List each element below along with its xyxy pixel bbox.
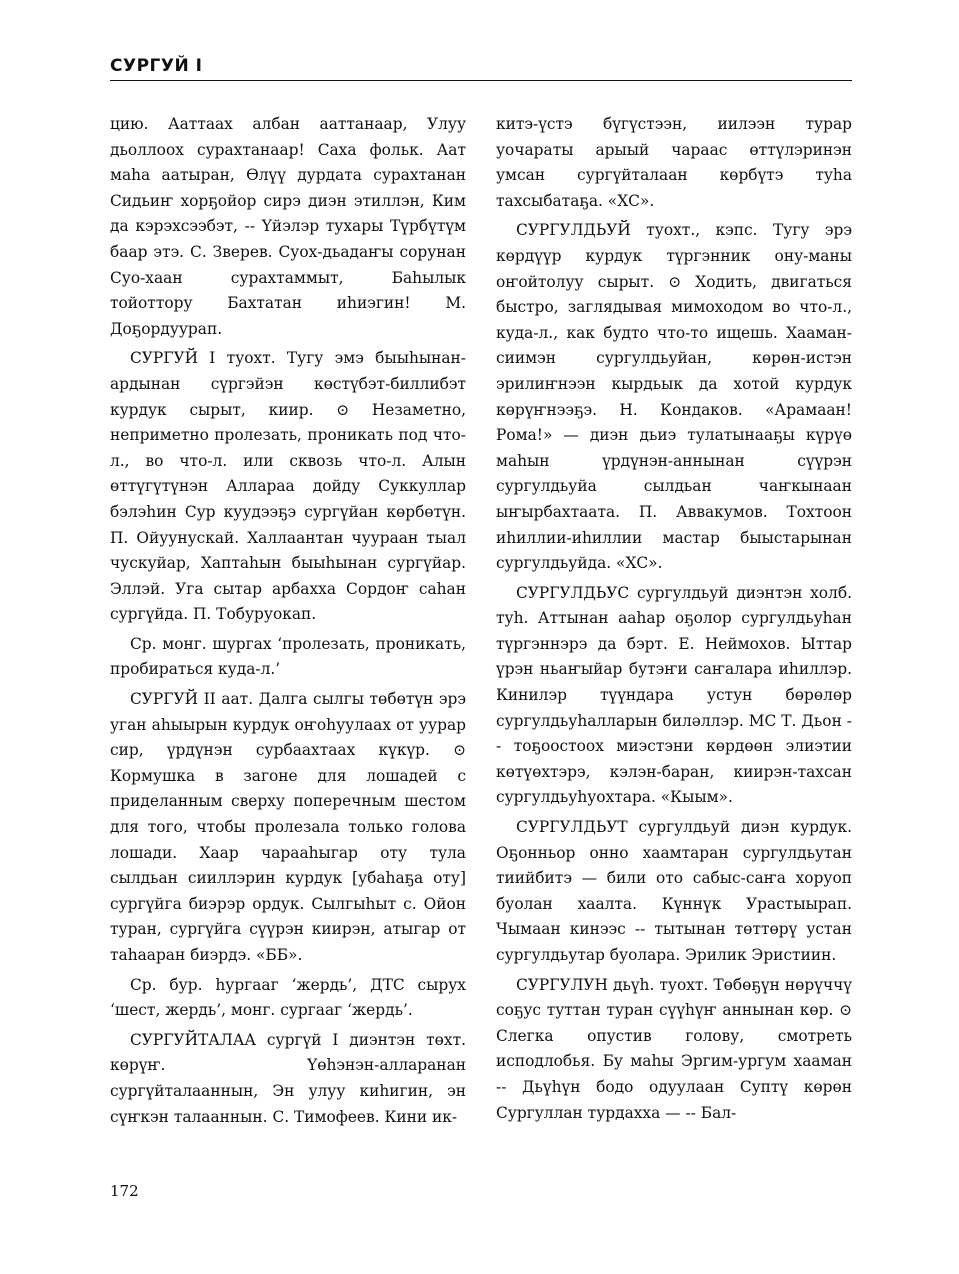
entry-surguldjus: СУРГУЛДЬУС сургулдьуй диэнтэн холб. туһ. Аттынан ааһар оҕолор сургулдьуһан түргэннэрэ да бэрт. Е. Неймохов. Ыттар үрэн ньаҥыйар бутэҥи саҥалара иһиллэр. Кинилэр түүндара устун бөрөлөр сургулдьуһалларын биләллэр. МС Т. Дьон -- тоҕоостоох миэстэни көрдөөн элиэтии көтүөхтэрэ, кэлэн-баран, киирэн-тахсан сургулдьуһуохтара. «Кыым». (496, 583, 852, 807)
running-header (110, 58, 852, 81)
paragraph: китэ-үстэ бүгүстээн, иилээн турар уочараты арыый чараас өттүлэринэн умсан сургүйталаан көрбүтэ туһа тахсыбатаҕа. «ХС». (496, 115, 852, 210)
etymology-note: Ср. бур. һургааг ‘жердь’, ДТС сырух ‘шест, жердь’, монг. сургааг ‘жердь’. (110, 975, 466, 1020)
page-number: 172 (110, 1182, 139, 1200)
etymology-note: Ср. монг. шургах ‘пролезать, проникать, пробираться куда-л.’ (110, 634, 466, 679)
running-header-title: СУРГУЙ I (110, 56, 203, 76)
right-column (496, 112, 852, 1130)
entry-surgujtalaa: СУРГУЙТАЛАА сургүй I диэнтэн төхт. көрүҥ. Үөһэнэн-алларанан сургүйталааннын, Эн улуу киһигин, эн сүҥкэн талааннын. С. Тимофеев. Кини ик- (110, 1030, 466, 1126)
entry-surguldjuj: СУРГУЛДЬУЙ туохт., кэпс. Тугу эрэ көрдүүр курдук түргэнник ону-маны оҥойтолуу сырыт. ⊙ Ходить, двигаться быстро, заглядывая мимоходом во что-л., куда-л., как будто что-то ищешь. Хааман-сиимэн сургулдьуйан, көрөн-истэн эрилиҥнээн кырдьык да хотой курдук көрүҥнээҕэ. Н. Кондаков. «Арамаан! Рома!» — диэн дьиэ тулатынааҕы күрүө маһын үрдүнэн-аннынан сүүрэн сургулдьуйа сылдьан чаҥкынаан ыҥырбахтаата. П. Аввакумов. Тохтоон иһиллии-иһиллии мастар быыстарынан сургулдьуйда. «ХС». (496, 221, 852, 573)
left-column (110, 112, 466, 1134)
entry-surguj-1: СУРГУЙ I туохт. Тугу эмэ быыһынан-ардынан сүргэйэн көстүбэт-биллибэт курдук сырыт, киир. ⊙ Незаметно, неприметно пролезать, проникать под что-л., во что-л. или сквозь что-л. Алын өттүгүтүнэн Алларaа дойду Суккуллар бэлэһин Сур куудээҕэ сургүйан көрбөтүн. П. Ойуунускай. Халлаантан чуураан тыал чускуйар, Хаптаһын быыһынан сургүйар. Эллэй. Уга сытар арбахха Сордоҥ саһан сургүйда. П. Тобуруокап. (110, 349, 466, 624)
paragraph: цию. Ааттаах албан ааттанаар, Улуу дьоллоох сурахтанаар! Саха фольк. Аат маһа аатыран, Өлүү дурдата сурахтанан Сидьиҥ хорҕойор сирэ диэн этиллэн, Ким да кэрэхсээбэт, -- Үйэлэр тухары Түрбүтүм баар этэ. С. Зверев. Суох-дьадаҥы сорунан Суо-хаан сурахтаммыт, Баһылык тойоттору Бахтатан иһиэгин! М. Доҕордуурап. (110, 115, 466, 338)
entry-surguldjut: СУРГУЛДЬУТ сургулдьуй диэн курдук. Оҕонньор онно хаамтаран сургулдьутан тиийбитэ — били ото сабыс-саҥа хоруоп буолан хаалта. Күннүк Урастыырап. Чымаан кинээс -- тытынан төттөрү устан сургулдьутар буолара. Эрилик Эристиин. (496, 818, 852, 964)
entry-surgulun: СУРГУЛУН дьүһ. туохт. Төбөҕүн нөрүччү соҕус туттан туран сүүһүҥ аннынан көр. ⊙ Слегка опустив голову, смотреть исподлобья. Бу маһы Эргим-ургум хааман -- Дьүһүн бодо одуулаан Суптү көрөн Сургуллан турдахха — -- Бал- (496, 975, 852, 1122)
entry-surguj-2: СУРГУЙ II аат. Далга сылгы төбөтүн эрэ уган аһыырын курдук оҥоһуулаах от уурар сир, үрдүнэн сурбаахтаах күкүр. ⊙ Кормушка в загоне для лошадей с приделанным сверху поперечным шестом для того, чтобы пролезала только голова лошади. Хаар чарааһыгар оту тула сылдьан сииллэрин курдук [убаһаҕа оту] сургүйга биэрэр ордук. Сылгыһыт с. Ойон туран, сургүйга сүүрэн киирэн, атыгар от таһааран биэрдэ. «ББ». (110, 690, 466, 964)
